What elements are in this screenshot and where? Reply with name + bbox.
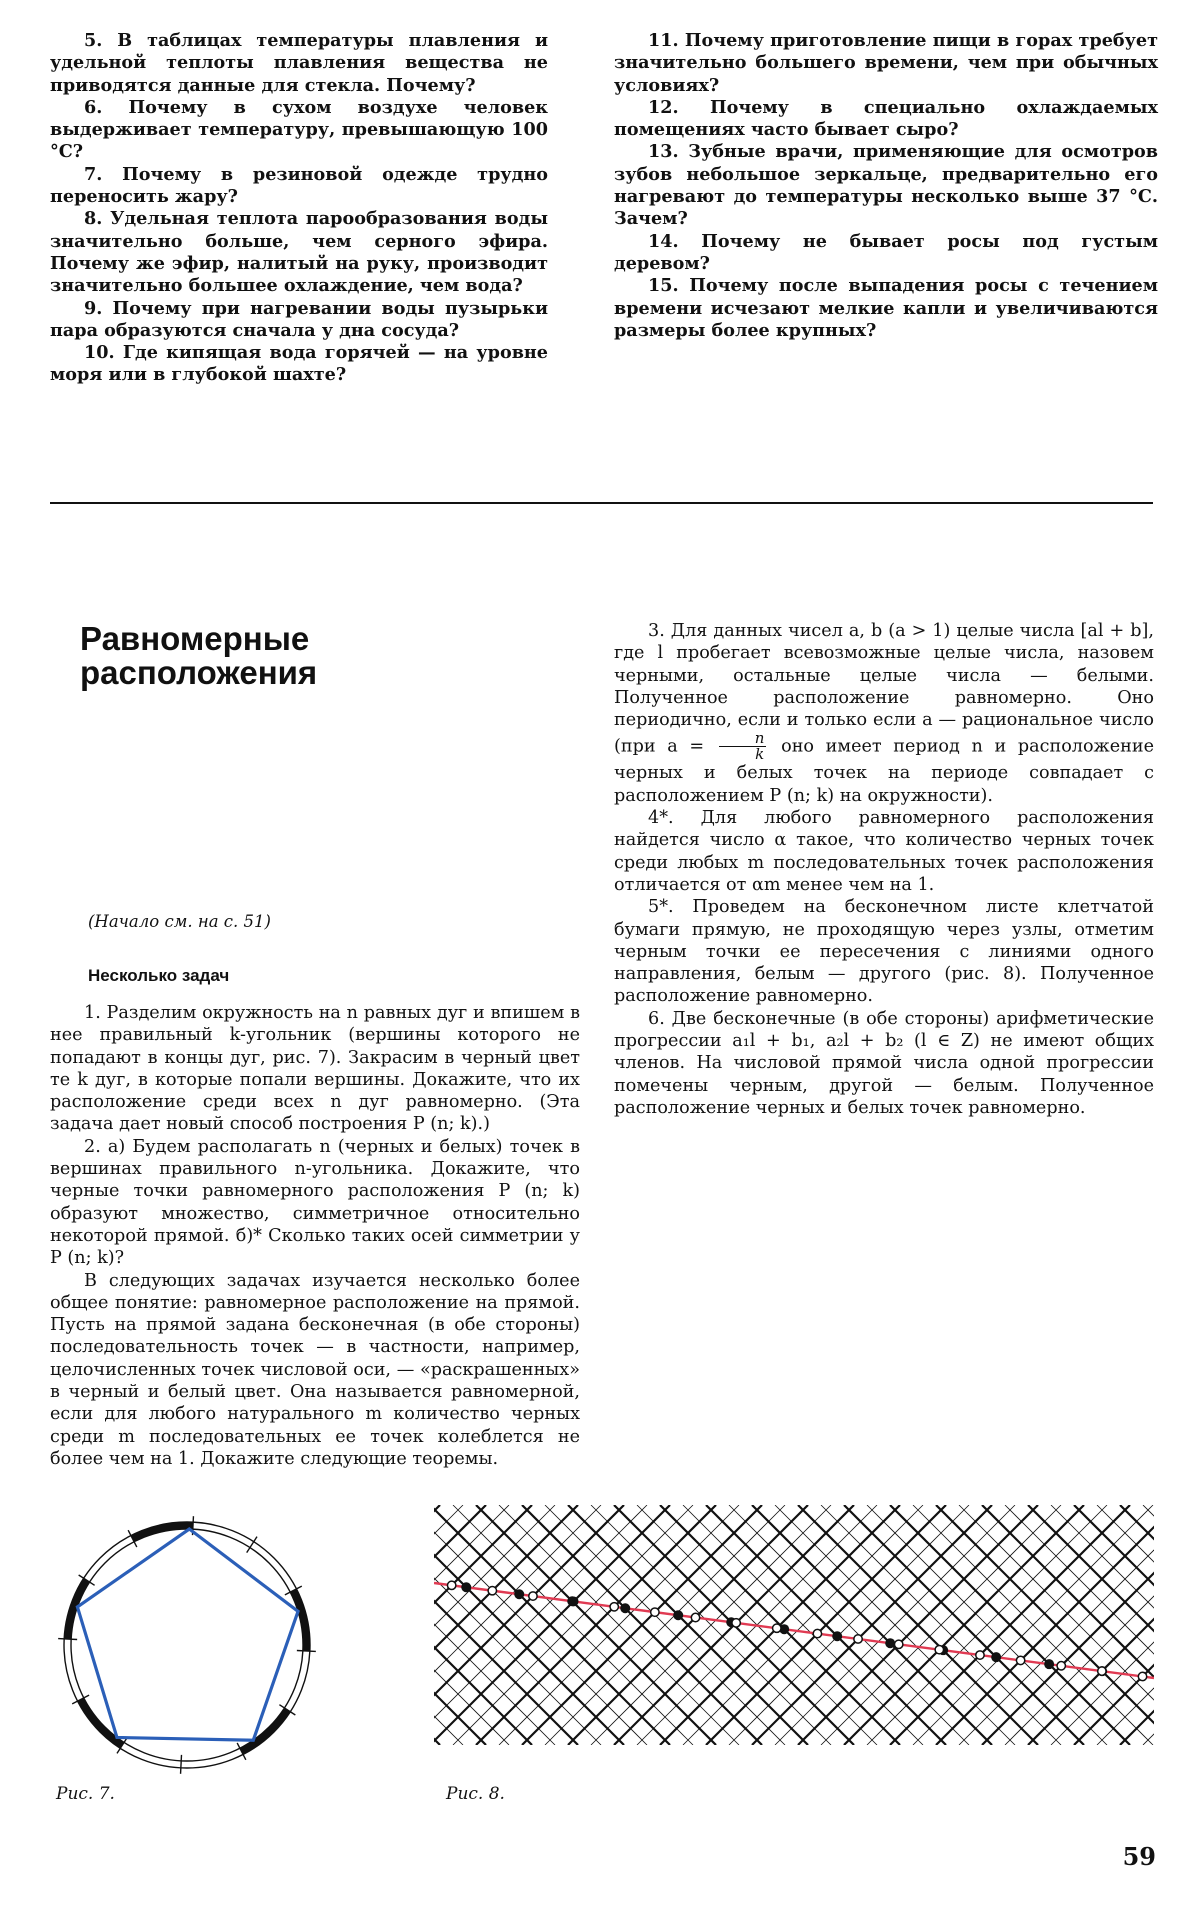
white-point bbox=[1138, 1672, 1146, 1680]
problem-4: 4*. Для любого равномерного расположения найдется число α такое, что количество черных точек среди любых m последовательных точек расположения отличается от αm менее чем на 1. bbox=[614, 808, 1154, 895]
arc-tick bbox=[181, 1755, 182, 1774]
question-7: 7. Почему в резиновой одежде трудно переносить жару? bbox=[50, 163, 548, 208]
questions-column-left bbox=[50, 30, 548, 387]
grid-line-b bbox=[434, 1505, 486, 1745]
black-point bbox=[514, 1589, 524, 1599]
white-point bbox=[1098, 1667, 1106, 1675]
black-point bbox=[991, 1652, 1001, 1662]
title-line-1: Равномерные bbox=[80, 620, 310, 657]
figure-7-caption: Рис. 7. bbox=[56, 1784, 115, 1804]
continuation-note: (Начало см. на с. 51) bbox=[88, 912, 271, 931]
white-point bbox=[488, 1586, 496, 1594]
section-heading: Несколько задач bbox=[88, 966, 230, 985]
question-9: 9. Почему при нагревании воды пузырьки пара образуются сначала у дна сосуда? bbox=[50, 297, 548, 341]
white-point bbox=[691, 1613, 699, 1621]
grid-thin-line bbox=[434, 1505, 509, 1745]
white-point bbox=[1057, 1662, 1065, 1670]
question-5: 5. В таблицах температуры плавления и удельной теплоты плавления вещества не приводятся данные для стекла. Почему? bbox=[50, 30, 548, 96]
intro-paragraph: В следующих задачах изучается несколько более общее понятие: равномерное расположение на прямой. Пусть на прямой задана бесконечная (в обе стороны) последовательность точек — в частности, например, целочисленных точек числовой оси, — «раскрашенных» в черный и белый цвет. Она называется равномерной, если для любого натурального m количество черных среди m последовательных ее точек колеблется не более чем на 1. Докажите следующие теоремы. bbox=[50, 1270, 580, 1469]
white-point bbox=[732, 1619, 740, 1627]
question-15: 15. Почему после выпадения росы с течением времени исчезают мелкие капли и увеличиваются размеры более крупных? bbox=[614, 275, 1158, 341]
question-12: 12. Почему в специально охлаждаемых помещениях часто бывает сыро? bbox=[614, 96, 1158, 141]
white-point bbox=[1016, 1656, 1024, 1664]
black-point bbox=[620, 1603, 630, 1613]
grid-line-a bbox=[1074, 1505, 1154, 1745]
grid-line-a bbox=[982, 1505, 1154, 1745]
problem-5: 5*. Проведем на бесконечном листе клетчатой бумаги прямую, не проходящую через узлы, отметим черным точки ее пересечения с линиями одного направления, белым — другого (рис. 8). Полученное расположение равномерно. bbox=[614, 897, 1154, 1007]
inscribed-pentagon bbox=[77, 1529, 298, 1740]
grid-line-a bbox=[434, 1505, 578, 1745]
question-13: 13. Зубные врачи, применяющие для осмотров зубов небольшое зеркальце, предварительно его нагревают до температуры несколько выше 37 °С. Зачем? bbox=[614, 141, 1158, 230]
grid-thin-line bbox=[434, 1505, 509, 1745]
black-point bbox=[1044, 1659, 1054, 1669]
black-point bbox=[567, 1596, 577, 1606]
question-14: 14. Почему не бывает росы под густым деревом? bbox=[614, 230, 1158, 274]
black-point bbox=[673, 1610, 683, 1620]
question-8: 8. Удельная теплота парообразования воды значительно больше, чем серного эфира. Почему же эфир, налитый на руку, производит значительно большее охлаждение, чем вода? bbox=[50, 208, 548, 297]
problem-3-text-a: 3. Для данных чисел a, b (a > 1) целые числа [al + b], где l пробегает всевозможные целые числа, назовем черными, остальные целые числа — белыми. Полученное расположение равномерно. Оно периодично, если и только если a — рациональное число (при a = bbox=[614, 621, 1154, 757]
problem-1: 1. Разделим окружность на n равных дуг и впишем в нее правильный k-угольник (вершины которого не попадают в концы дуг, рис. 7). Закрасим в черный цвет те k дуг, в которые попали вершины. Докажите, что их расположение среди всех n дуг равномерно. (Эта задача дает новый способ построения P (n; k).) bbox=[50, 1003, 580, 1135]
problem-3-text-b: оно имеет период n и расположение черных и белых точек на периоде совпадает с расположением P (n; k) на окружности). bbox=[614, 736, 1155, 806]
question-6: 6. Почему в сухом воздухе человек выдерживает температуру, превышающую 100 °С? bbox=[50, 96, 548, 163]
grid-line-b bbox=[434, 1505, 578, 1745]
problem-6: 6. Две бесконечные (в обе стороны) арифметические прогрессии a₁l + b₁, a₂l + b₂ (l ∈ Z) не имеют общих членов. На числовой прямой числа одной прогрессии помечены черным, другой — белым. Полученное расположение черных и белых точек равномерно. bbox=[614, 1008, 1154, 1118]
grid-line-a bbox=[936, 1505, 1154, 1745]
white-point bbox=[773, 1624, 781, 1632]
grid-line-b bbox=[1074, 1505, 1154, 1745]
questions-column-right bbox=[614, 30, 1158, 342]
figure-8-grid-line bbox=[434, 1505, 1154, 1745]
white-point bbox=[854, 1635, 862, 1643]
white-point bbox=[651, 1608, 659, 1616]
section-divider bbox=[50, 502, 1153, 504]
problem-2: 2. а) Будем располагать n (черных и белых) точек в вершинах правильного n-угольника. Докажите, что черные точки равномерного расположения P (n; k) образуют множество, симметричное относительно некоторой прямой. б)* Сколько таких осей симметрии у P (n; k)? bbox=[50, 1136, 580, 1269]
problem-3 bbox=[614, 620, 1154, 807]
page-number: 59 bbox=[1122, 1842, 1156, 1871]
black-point bbox=[461, 1582, 471, 1592]
fraction-denominator: k bbox=[755, 745, 765, 764]
white-point bbox=[894, 1640, 902, 1648]
grid-line-b bbox=[982, 1505, 1154, 1745]
title-line-2: расположения bbox=[80, 654, 318, 691]
inner-circle bbox=[71, 1529, 303, 1761]
figure-8-caption: Рис. 8. bbox=[446, 1784, 505, 1804]
question-10: 10. Где кипящая вода горячей — на уровне моря или в глубокой шахте? bbox=[50, 342, 548, 386]
white-point bbox=[610, 1603, 618, 1611]
white-point bbox=[529, 1592, 537, 1600]
question-11: 11. Почему приготовление пищи в горах требует значительно большего времени, чем при обычных условиях? bbox=[614, 30, 1158, 96]
figure-7-circle-polygon bbox=[52, 1510, 322, 1780]
article-column-right bbox=[614, 620, 1154, 1119]
article-column-left bbox=[50, 1002, 580, 1470]
grid-line-a bbox=[434, 1505, 486, 1745]
white-point bbox=[813, 1629, 821, 1637]
black-point bbox=[885, 1638, 895, 1648]
white-point bbox=[976, 1651, 984, 1659]
grid-line-b bbox=[936, 1505, 1154, 1745]
white-point bbox=[447, 1581, 455, 1589]
article-title bbox=[80, 622, 500, 690]
black-point bbox=[832, 1631, 842, 1641]
fraction-n-over-k bbox=[719, 731, 767, 762]
white-point bbox=[935, 1645, 943, 1653]
fraction-numerator: n bbox=[719, 731, 767, 747]
